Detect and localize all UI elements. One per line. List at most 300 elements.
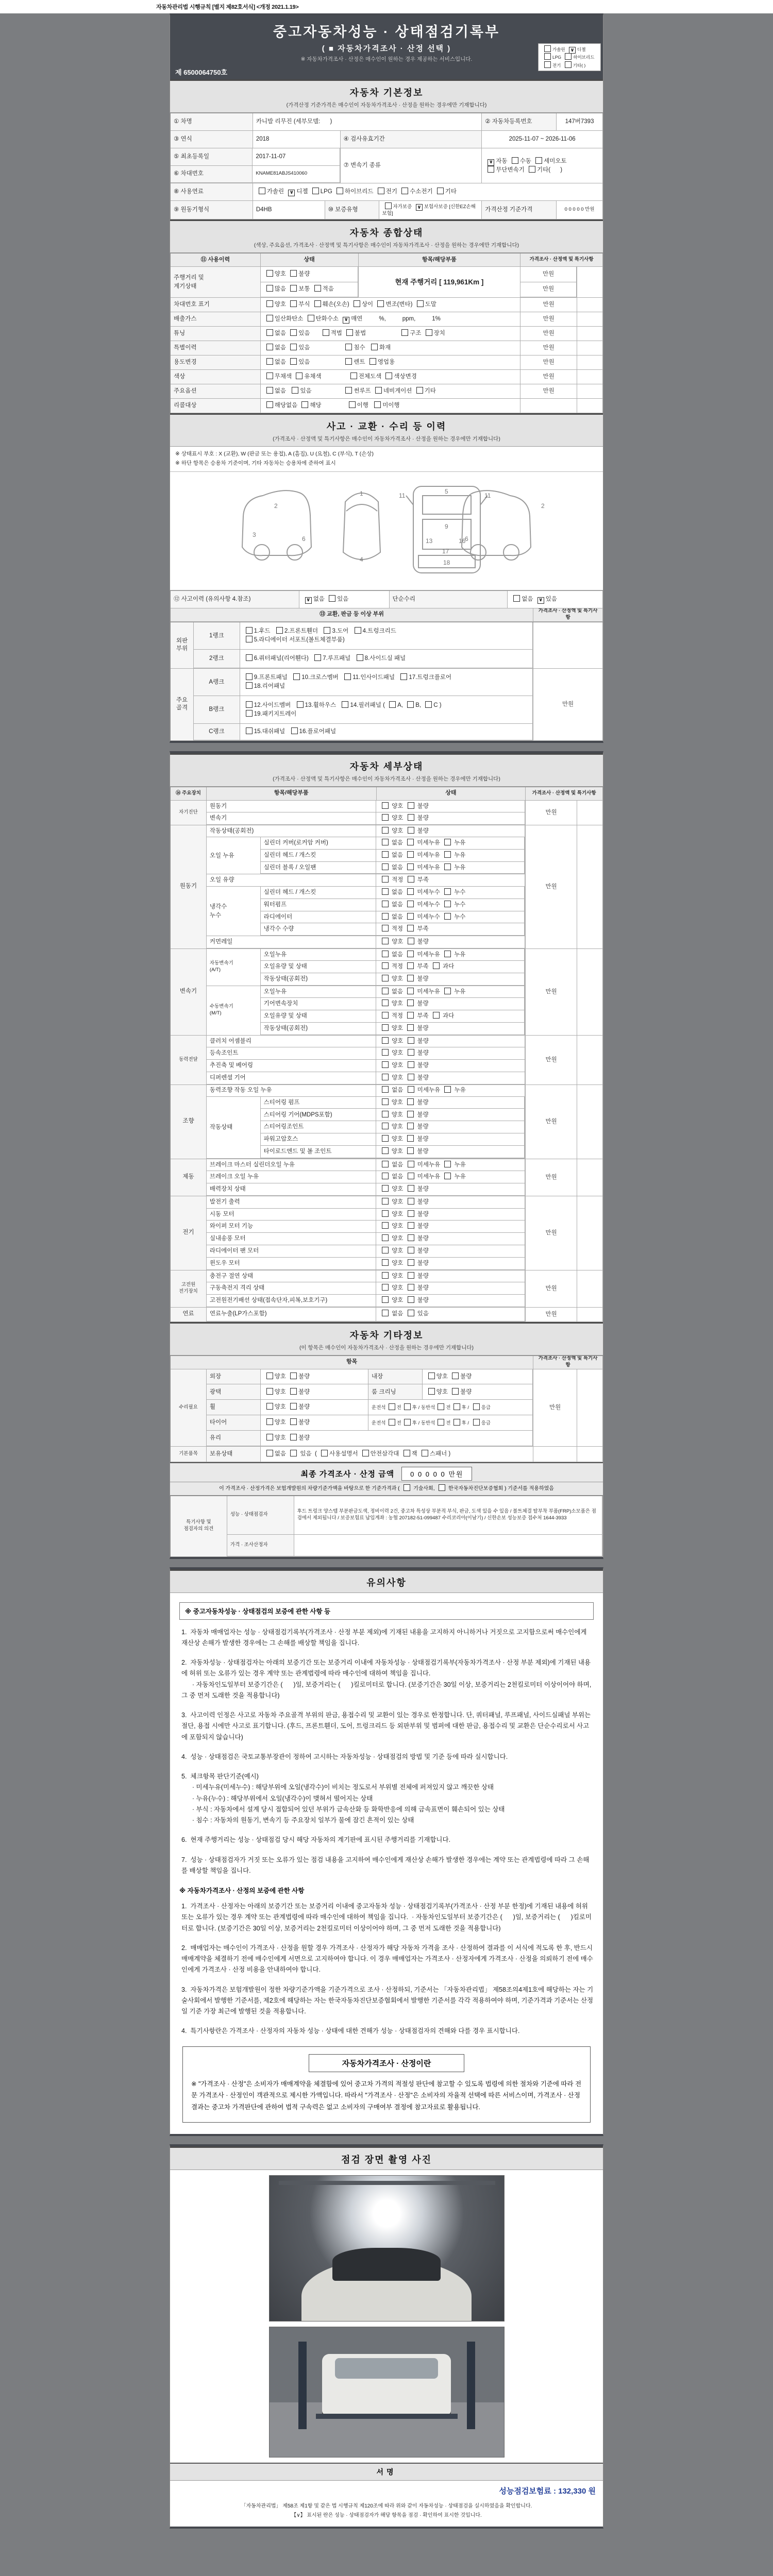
checkbox[interactable] bbox=[408, 1259, 414, 1266]
checkbox[interactable] bbox=[407, 1012, 414, 1019]
section-title: 자동차 기타정보 bbox=[349, 1330, 424, 1341]
footer-line-2: 【∨】 표시된 란은 성능 · 상태점검자가 해당 항목을 점검 · 확인하여 표시한 것입니다. bbox=[291, 2513, 482, 2519]
checkbox[interactable] bbox=[266, 1388, 273, 1395]
checkbox[interactable] bbox=[444, 851, 451, 858]
checkbox[interactable] bbox=[407, 988, 414, 994]
table-row bbox=[171, 267, 603, 298]
label-text: 과다 bbox=[441, 1013, 455, 1020]
table-row bbox=[171, 1447, 603, 1462]
checkbox[interactable] bbox=[404, 1450, 410, 1456]
checkbox[interactable] bbox=[535, 157, 542, 164]
checkbox[interactable] bbox=[407, 962, 414, 969]
table-row bbox=[171, 384, 603, 399]
checkbox[interactable] bbox=[292, 387, 298, 394]
checkbox[interactable] bbox=[324, 627, 330, 634]
list-item bbox=[181, 1835, 594, 1845]
checkbox[interactable] bbox=[452, 1372, 459, 1379]
checkbox[interactable] bbox=[444, 1173, 451, 1179]
checkbox[interactable] bbox=[407, 1024, 414, 1031]
checkbox[interactable] bbox=[422, 1450, 428, 1456]
checkbox[interactable] bbox=[382, 1222, 389, 1229]
checkbox[interactable] bbox=[382, 863, 389, 870]
checkbox[interactable] bbox=[382, 1161, 389, 1167]
checkbox[interactable] bbox=[246, 727, 253, 734]
table-cell bbox=[423, 1384, 533, 1400]
checkbox[interactable] bbox=[404, 1484, 410, 1491]
checkbox[interactable] bbox=[408, 1222, 414, 1229]
table-cell bbox=[557, 201, 603, 219]
checkbox[interactable] bbox=[314, 285, 321, 292]
checkbox[interactable] bbox=[444, 839, 451, 845]
checkbox[interactable] bbox=[426, 329, 432, 336]
checkbox[interactable] bbox=[382, 1135, 389, 1142]
table-cell bbox=[207, 801, 526, 825]
table-cell bbox=[261, 923, 376, 936]
checkbox[interactable] bbox=[266, 315, 273, 321]
checkbox[interactable] bbox=[407, 1135, 414, 1142]
label-text: 없음 bbox=[522, 596, 535, 602]
checkbox[interactable] bbox=[408, 827, 414, 834]
car-outline-views bbox=[180, 475, 593, 584]
checkbox[interactable] bbox=[407, 701, 414, 708]
checkbox[interactable] bbox=[312, 188, 319, 194]
label-text: 화재 bbox=[379, 345, 391, 351]
checkbox[interactable] bbox=[444, 1086, 451, 1093]
checkbox[interactable] bbox=[290, 270, 297, 277]
table-cell bbox=[253, 183, 603, 201]
checkbox[interactable] bbox=[290, 300, 297, 307]
label-text: 주요 골격 bbox=[176, 697, 188, 711]
label-text: 불량 bbox=[415, 1285, 429, 1292]
section-subtitle: (가격조사 · 산정액 및 특기사항은 매수인이 자동차가격조사 · 산정을 원하는 경우에만 기재합니다) bbox=[273, 775, 500, 782]
checkbox[interactable] bbox=[382, 1173, 389, 1179]
label-text: 광택 bbox=[209, 1388, 222, 1395]
label-text: ⑬ 교환, 판금 등 이상 부위 bbox=[320, 611, 384, 618]
checkbox[interactable] bbox=[354, 300, 360, 307]
checkbox[interactable] bbox=[382, 1247, 389, 1253]
checkbox[interactable] bbox=[438, 1419, 444, 1426]
checkbox[interactable] bbox=[266, 1372, 273, 1379]
checkbox[interactable] bbox=[246, 673, 253, 680]
checkbox[interactable] bbox=[416, 387, 423, 394]
checkbox[interactable] bbox=[382, 827, 389, 834]
table-cell bbox=[207, 1209, 376, 1221]
table-row bbox=[171, 801, 603, 825]
checkbox[interactable] bbox=[382, 1049, 389, 1056]
checkbox[interactable] bbox=[408, 1049, 414, 1056]
table-row bbox=[520, 282, 577, 298]
checkbox[interactable] bbox=[473, 1419, 480, 1426]
checkbox[interactable] bbox=[345, 344, 352, 350]
checkbox[interactable] bbox=[290, 329, 297, 336]
table-cell bbox=[261, 1133, 376, 1146]
checkbox[interactable] bbox=[408, 1210, 414, 1217]
checkbox[interactable] bbox=[369, 358, 376, 365]
checkbox[interactable] bbox=[544, 53, 551, 60]
checkbox[interactable] bbox=[382, 951, 389, 957]
checkbox[interactable] bbox=[349, 401, 356, 408]
table-cell bbox=[376, 1171, 525, 1183]
checkbox[interactable] bbox=[408, 1037, 414, 1044]
checkbox[interactable] bbox=[290, 1372, 297, 1379]
checkbox[interactable] bbox=[444, 988, 451, 994]
checkbox[interactable] bbox=[308, 315, 314, 321]
checkbox[interactable] bbox=[407, 901, 414, 907]
label-text: 양호 bbox=[390, 1074, 405, 1081]
checkbox[interactable] bbox=[290, 285, 297, 292]
checkbox[interactable] bbox=[408, 1061, 414, 1068]
checkbox[interactable] bbox=[382, 851, 389, 858]
checkbox[interactable] bbox=[407, 851, 414, 858]
table-cell bbox=[368, 1400, 533, 1415]
checkbox[interactable] bbox=[382, 901, 389, 907]
checkbox[interactable] bbox=[408, 1173, 414, 1179]
checkbox[interactable]: ∨ bbox=[488, 159, 494, 166]
checkbox[interactable] bbox=[407, 1098, 414, 1105]
price-appraisal-box bbox=[182, 2046, 591, 2123]
checkbox[interactable]: ∨ bbox=[305, 597, 312, 604]
table-cell bbox=[207, 887, 261, 936]
notice-items-2 bbox=[179, 1901, 594, 2037]
checkbox[interactable] bbox=[473, 1403, 480, 1410]
checkbox[interactable] bbox=[246, 682, 253, 689]
checkbox[interactable] bbox=[377, 300, 384, 307]
table-cell bbox=[171, 1496, 227, 1557]
checkbox[interactable] bbox=[293, 673, 300, 680]
checkbox[interactable] bbox=[438, 1403, 444, 1410]
checkbox[interactable] bbox=[408, 1234, 414, 1241]
checkbox[interactable] bbox=[565, 61, 572, 68]
checkbox[interactable] bbox=[452, 1388, 459, 1395]
checkbox[interactable] bbox=[290, 344, 297, 350]
label-text: 보통 bbox=[298, 286, 312, 293]
label-text: 무채색 bbox=[274, 374, 294, 380]
checkbox[interactable] bbox=[314, 300, 321, 307]
checkbox[interactable] bbox=[337, 188, 343, 194]
checkbox[interactable] bbox=[382, 1074, 389, 1080]
checkbox[interactable] bbox=[565, 53, 572, 60]
table-cell bbox=[171, 148, 253, 166]
checkbox[interactable] bbox=[266, 1418, 273, 1425]
checkbox[interactable] bbox=[382, 1272, 389, 1279]
checkbox[interactable] bbox=[407, 839, 414, 845]
checkbox[interactable] bbox=[371, 344, 378, 350]
checkbox[interactable] bbox=[266, 285, 273, 292]
checkbox[interactable] bbox=[259, 188, 265, 194]
checkbox[interactable] bbox=[321, 1450, 328, 1456]
checkbox[interactable] bbox=[382, 876, 389, 883]
label-text: 불량 bbox=[415, 1211, 429, 1217]
checkbox[interactable] bbox=[408, 1198, 414, 1205]
checkbox[interactable] bbox=[439, 1484, 445, 1491]
checkbox[interactable] bbox=[433, 962, 440, 969]
checkbox[interactable] bbox=[444, 901, 451, 907]
checkbox[interactable] bbox=[342, 701, 348, 708]
table-row bbox=[261, 949, 525, 961]
checkbox[interactable] bbox=[355, 627, 361, 634]
checkbox[interactable] bbox=[444, 1161, 451, 1167]
checkbox[interactable] bbox=[362, 1450, 369, 1456]
label-text: 연료누출(LP가스포함) bbox=[209, 1311, 267, 1317]
svg-text:18: 18 bbox=[443, 558, 450, 566]
checkbox[interactable] bbox=[266, 401, 273, 408]
checkbox[interactable] bbox=[408, 1185, 414, 1192]
label-text: 불량 bbox=[415, 1062, 429, 1069]
checkbox[interactable] bbox=[290, 1434, 297, 1440]
checkbox[interactable] bbox=[407, 1123, 414, 1129]
checkbox[interactable] bbox=[382, 1296, 389, 1303]
checkbox[interactable] bbox=[246, 710, 253, 717]
table-row bbox=[207, 1295, 525, 1307]
checkbox[interactable] bbox=[444, 888, 451, 895]
checkbox[interactable] bbox=[290, 1450, 297, 1456]
document-column bbox=[170, 13, 603, 2537]
checkbox[interactable] bbox=[529, 166, 535, 173]
checkbox[interactable] bbox=[389, 701, 396, 708]
checkbox[interactable] bbox=[404, 1403, 411, 1410]
checkbox[interactable] bbox=[290, 1403, 297, 1410]
checkbox[interactable] bbox=[407, 888, 414, 895]
label-text: 전 bbox=[446, 1420, 451, 1426]
checkbox[interactable] bbox=[266, 387, 273, 394]
checkbox[interactable] bbox=[296, 372, 303, 379]
checkbox[interactable] bbox=[345, 358, 352, 365]
label-text: 타이로드엔드 및 볼 조인트 bbox=[263, 1148, 332, 1155]
checkbox[interactable] bbox=[290, 1418, 297, 1425]
checkbox[interactable] bbox=[344, 673, 351, 680]
table-cell bbox=[376, 1221, 525, 1233]
checkbox[interactable] bbox=[382, 913, 389, 920]
table-cell bbox=[526, 1159, 577, 1196]
checkbox[interactable] bbox=[382, 814, 389, 821]
checkbox[interactable] bbox=[408, 1296, 414, 1303]
checkbox[interactable] bbox=[382, 1024, 389, 1031]
checkbox[interactable] bbox=[374, 401, 381, 408]
checkbox[interactable] bbox=[512, 157, 518, 164]
label-text: 워터펌프 bbox=[263, 901, 287, 908]
checkbox[interactable] bbox=[408, 1086, 414, 1093]
checkbox[interactable] bbox=[444, 951, 451, 957]
label-text: 작동상태(공회전) bbox=[263, 1025, 308, 1031]
checkbox[interactable] bbox=[382, 839, 389, 845]
checkbox[interactable] bbox=[276, 627, 283, 634]
checkbox[interactable] bbox=[425, 701, 432, 708]
checkbox[interactable] bbox=[382, 1185, 389, 1192]
etc-info-table bbox=[170, 1355, 603, 1462]
checkbox[interactable] bbox=[382, 1210, 389, 1217]
checkbox[interactable] bbox=[382, 888, 389, 895]
table-cell bbox=[261, 949, 376, 961]
checkbox[interactable] bbox=[407, 999, 414, 1006]
checkbox[interactable] bbox=[408, 876, 414, 883]
checkbox[interactable] bbox=[444, 913, 451, 920]
table-cell bbox=[520, 298, 577, 312]
svg-text:6: 6 bbox=[465, 535, 468, 543]
checkbox[interactable] bbox=[453, 1419, 460, 1426]
checkbox[interactable] bbox=[382, 988, 389, 994]
checkbox[interactable] bbox=[407, 913, 414, 920]
table-cell bbox=[194, 669, 533, 741]
checkbox[interactable] bbox=[385, 202, 392, 209]
label-text: 있음 bbox=[415, 1311, 429, 1317]
checkbox[interactable] bbox=[382, 999, 389, 1006]
checkbox[interactable] bbox=[266, 270, 273, 277]
checkbox[interactable] bbox=[401, 188, 408, 194]
table-cell bbox=[261, 887, 376, 899]
label-text: 디젤 bbox=[296, 189, 310, 195]
checkbox[interactable] bbox=[407, 1111, 414, 1117]
checkbox[interactable] bbox=[382, 1198, 389, 1205]
label-text: 있음 bbox=[298, 330, 320, 337]
checkbox[interactable] bbox=[382, 1234, 389, 1241]
table-row bbox=[171, 370, 603, 384]
table-cell bbox=[376, 1282, 525, 1295]
checkbox[interactable] bbox=[408, 1310, 414, 1316]
checkbox[interactable] bbox=[246, 636, 253, 642]
checkbox[interactable] bbox=[375, 387, 382, 394]
lift-post-right bbox=[467, 2342, 475, 2429]
checkbox[interactable] bbox=[266, 1403, 273, 1410]
checkbox[interactable] bbox=[404, 1419, 411, 1426]
checkbox[interactable] bbox=[301, 401, 308, 408]
label-text: 없음 bbox=[390, 1311, 405, 1317]
checkbox[interactable] bbox=[266, 329, 273, 336]
checkbox[interactable]: ∨ bbox=[416, 204, 423, 211]
checkbox[interactable] bbox=[350, 372, 357, 379]
checkbox[interactable] bbox=[329, 595, 335, 602]
label-text: 10.크로스멤버 bbox=[301, 674, 342, 681]
list-item bbox=[181, 1985, 594, 2018]
checkbox[interactable] bbox=[345, 387, 352, 394]
checkbox[interactable] bbox=[290, 1388, 297, 1395]
checkbox[interactable] bbox=[453, 1403, 460, 1410]
checkbox[interactable] bbox=[266, 344, 273, 350]
checkbox[interactable] bbox=[382, 1086, 389, 1093]
checkbox[interactable] bbox=[297, 701, 304, 708]
checkbox[interactable] bbox=[400, 673, 407, 680]
checkbox[interactable] bbox=[382, 1123, 389, 1129]
checkbox[interactable] bbox=[382, 1310, 389, 1316]
label-text: 연료 bbox=[182, 1311, 194, 1317]
checkbox[interactable] bbox=[346, 329, 353, 336]
checkbox[interactable] bbox=[246, 627, 253, 634]
checkbox[interactable] bbox=[513, 595, 520, 602]
checkbox[interactable] bbox=[385, 372, 392, 379]
checkbox[interactable] bbox=[246, 701, 253, 708]
label-text: ⑭ 주요장치 bbox=[176, 790, 201, 796]
checkbox[interactable] bbox=[382, 1259, 389, 1266]
checkbox[interactable] bbox=[407, 975, 414, 981]
checkbox[interactable] bbox=[266, 300, 273, 307]
checkbox[interactable] bbox=[437, 188, 444, 194]
checkbox[interactable] bbox=[378, 188, 384, 194]
checkbox[interactable] bbox=[408, 1161, 414, 1167]
checkbox[interactable] bbox=[382, 1061, 389, 1068]
checkbox[interactable] bbox=[408, 814, 414, 821]
checkbox[interactable] bbox=[246, 654, 253, 661]
checkbox[interactable]: ∨ bbox=[288, 190, 295, 196]
table-row bbox=[227, 1535, 602, 1556]
checkbox[interactable] bbox=[266, 358, 273, 365]
label-text: 실린더 헤드 / 개스킷 bbox=[263, 889, 316, 896]
checkbox[interactable] bbox=[428, 1388, 435, 1395]
label-text: 오일 누유 bbox=[209, 852, 234, 859]
checkbox[interactable] bbox=[382, 1012, 389, 1019]
checkbox[interactable] bbox=[407, 951, 414, 957]
footer-line-1: 「자동차관리법」 제58조 제1항 및 같은 법 시행규칙 제120조에 따라 위와 같이 자동차성능 · 상태점검을 실시하였음을 확인합니다. bbox=[241, 2503, 532, 2510]
table-cell bbox=[261, 1109, 376, 1121]
checkbox[interactable] bbox=[323, 329, 329, 336]
checkbox[interactable] bbox=[382, 962, 389, 969]
checkbox[interactable] bbox=[266, 1434, 273, 1440]
checkbox[interactable] bbox=[382, 925, 389, 931]
checkbox[interactable] bbox=[382, 1037, 389, 1044]
page-block-1 bbox=[170, 13, 603, 743]
label-text: 있음 bbox=[337, 596, 349, 602]
checkbox[interactable] bbox=[382, 1111, 389, 1117]
table-cell bbox=[207, 1447, 261, 1462]
checkbox[interactable] bbox=[407, 925, 414, 931]
checkbox[interactable] bbox=[408, 938, 414, 944]
checkbox[interactable] bbox=[266, 1450, 273, 1456]
checkbox[interactable] bbox=[408, 1284, 414, 1291]
label-text: 성능 · 상태점검자 bbox=[230, 1512, 268, 1518]
checkbox[interactable] bbox=[408, 1247, 414, 1253]
checkbox[interactable] bbox=[417, 300, 424, 307]
checkbox[interactable] bbox=[544, 45, 551, 52]
checkbox[interactable] bbox=[389, 1419, 395, 1426]
table-cell bbox=[171, 787, 207, 801]
checkbox[interactable] bbox=[382, 1147, 389, 1154]
checkbox[interactable] bbox=[314, 654, 321, 661]
checkbox[interactable] bbox=[433, 1012, 440, 1019]
checkbox[interactable]: ∨ bbox=[569, 47, 576, 54]
checkbox[interactable] bbox=[428, 1372, 435, 1379]
label-text: 전기 bbox=[182, 1229, 194, 1236]
checkbox[interactable]: ∨ bbox=[537, 597, 544, 604]
checkbox[interactable] bbox=[401, 329, 408, 336]
checkbox[interactable] bbox=[389, 1403, 395, 1410]
checkbox[interactable] bbox=[291, 727, 298, 734]
label-text: 양호 bbox=[390, 1273, 405, 1279]
checkbox[interactable] bbox=[408, 1074, 414, 1080]
checkbox[interactable] bbox=[382, 975, 389, 981]
table-cell bbox=[376, 1308, 525, 1321]
checkbox[interactable] bbox=[382, 1098, 389, 1105]
label-text: 후 / bbox=[461, 1420, 470, 1426]
checkbox[interactable] bbox=[444, 863, 451, 870]
checkbox[interactable]: ∨ bbox=[343, 317, 349, 324]
label-text: 오일누유 bbox=[263, 988, 287, 995]
checkbox[interactable] bbox=[266, 372, 273, 379]
table-cell bbox=[207, 1308, 526, 1322]
checkbox[interactable] bbox=[544, 61, 551, 68]
checkbox[interactable] bbox=[382, 802, 389, 809]
checkbox[interactable] bbox=[407, 1147, 414, 1154]
checkbox[interactable] bbox=[382, 1284, 389, 1291]
table-cell bbox=[171, 201, 253, 219]
label-text: 자가보증 bbox=[393, 204, 413, 210]
checkbox[interactable] bbox=[290, 358, 297, 365]
checkbox[interactable] bbox=[408, 802, 414, 809]
checkbox[interactable] bbox=[408, 1272, 414, 1279]
table-row bbox=[207, 1384, 533, 1400]
checkbox[interactable] bbox=[382, 938, 389, 944]
checkbox[interactable] bbox=[357, 654, 363, 661]
table-cell bbox=[533, 1447, 577, 1462]
checkbox[interactable] bbox=[407, 863, 414, 870]
checkbox[interactable] bbox=[488, 166, 494, 173]
